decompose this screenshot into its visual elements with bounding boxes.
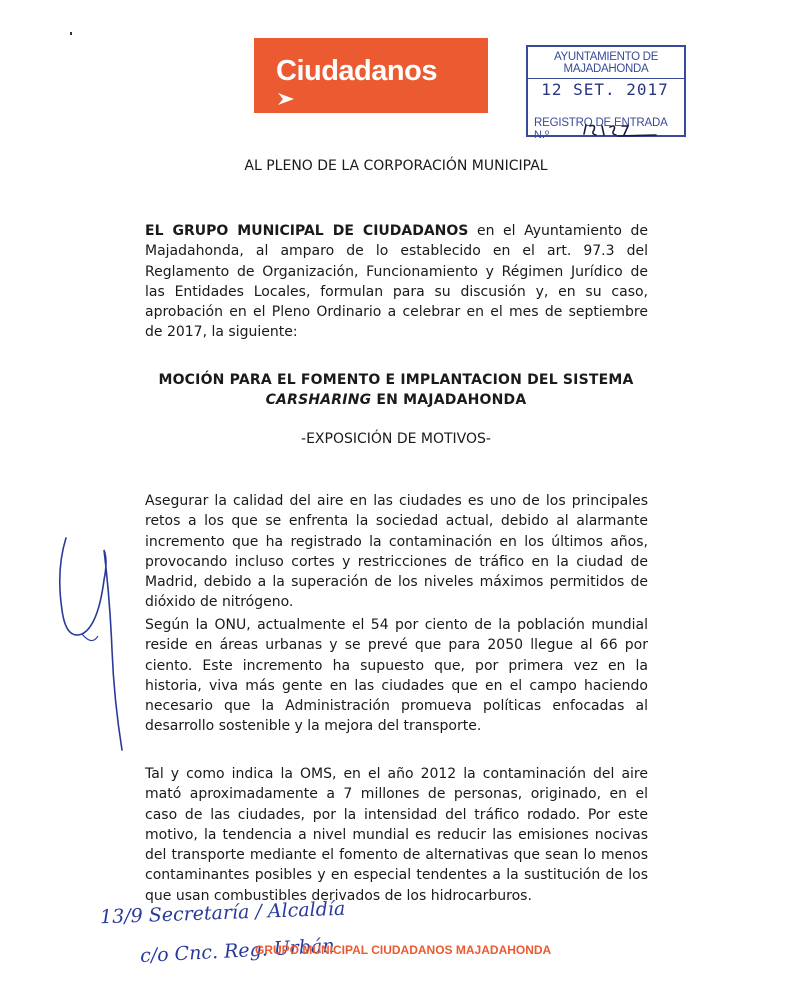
logo-text: Ciudadanos [276,55,437,87]
motion-title [0,370,792,410]
intro-paragraph [145,221,648,343]
stamp-handwritten-number [578,122,678,138]
section-heading: -EXPOSICIÓN DE MOTIVOS- [301,431,491,447]
stamp-register-label: REGISTRO DE ENTRADA [534,117,668,129]
addressee-heading: AL PLENO DE LA CORPORACIÓN MUNICIPAL [244,158,548,174]
motion-title-line2 [0,390,792,410]
scan-speck [70,32,72,35]
stamp-number-label: N.º [534,129,550,141]
footer-group-label: GRUPO MUNICIPAL CIUDADANOS MAJADAHONDA [255,943,552,957]
stamp-date: 12 SET. 2017 [541,80,669,99]
body-paragraph-3: Tal y como indica la OMS, en el año 2012 la contaminación del aire mató aproximadamente a 7 millones de personas, originado, en el caso de las ciudades, por la intensidad del tráfico rodado. Por este motivo, la tendencia a nivel mundial es reducir las emisiones nocivas del transporte mediante el fomento de alternativas que sean lo menos contaminantes posibles y en especial tendentes a la sustitución de los que usan combustibles derivados de los hidrocarburos. [145,766,648,904]
logo-chevron-icon [277,92,295,106]
stamp-title: AYUNTAMIENTO DE MAJADAHONDA [528,51,684,79]
intro-bold-lead: EL GRUPO MUNICIPAL DE CIUDADANOS [145,223,469,239]
handwritten-line-1: 13/9 Secretaría / Alcaldía [99,897,346,929]
registry-stamp [526,45,686,141]
motion-title-line1: MOCIÓN PARA EL FOMENTO E IMPLANTACION DEL SISTEMA [158,372,634,388]
ciudadanos-logo [254,38,488,113]
intro-rest: en el Ayuntamiento de Majadahonda, al amparo de lo establecido en el art. 97.3 del Reglamento de Organización, Funcionamiento y Régimen Jurídico de las Entidades Locales, formulan para su discusión y, en su caso, aprobación en el Pleno Ordinario a celebrar en el mes de septiembre de 2017, la siguiente: [145,223,648,341]
motion-title-carsharing: CARSHARING [265,392,372,408]
motion-title-line2-rest: EN MAJADAHONDA [371,392,527,408]
margin-signature [52,530,142,760]
body-paragraph-2: Según la ONU, actualmente el 54 por ciento de la población mundial reside en áreas urbanas y se prevé que para 2050 llegue al 66 por ciento. Este incremento ha supuesto que, por primera vez en la historia, viva más gente en las ciudades que en el campo haciendo necesario que la Administración promueva políticas enfocadas al desarrollo sostenible y la mejora del transporte. [145,617,648,735]
handwritten-line-2: c/o Cnc. Reg. Urbán [139,934,336,968]
body-paragraph-1: Asegurar la calidad del aire en las ciudades es uno de los principales retos a los que se enfrenta la sociedad actual, debido al alarmante incremento que ha registrado la contaminación en los últimos años, provocando incluso cortes y restricciones de tráfico en la ciudad de Madrid, debido a la superación de los niveles máximos permitidos de dióxido de nitrógeno. [145,493,648,611]
